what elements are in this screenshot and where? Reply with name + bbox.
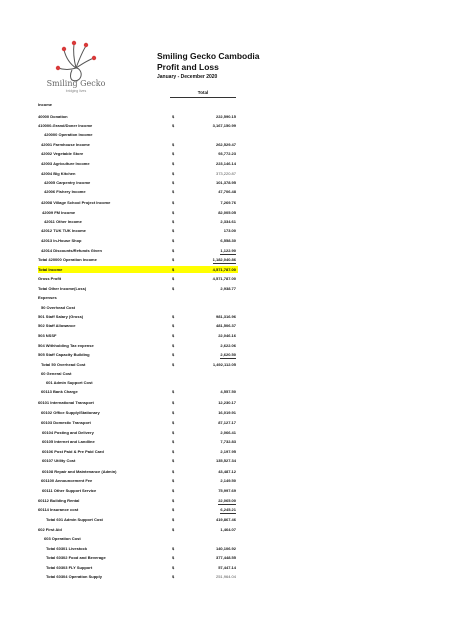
row-label: 60111 Other Support Service [42, 488, 97, 493]
currency-symbol: $ [172, 189, 175, 194]
row-label: 504 Withholding Tax expense [38, 343, 94, 348]
currency-symbol: $ [172, 142, 175, 147]
row-amount: 87,127.17 [218, 420, 236, 425]
row-amount: 140,106.92 [215, 546, 236, 551]
row-label: 42006 Fishery Income [44, 189, 86, 194]
table-row [38, 247, 238, 254]
table-row [38, 526, 238, 533]
total-column-header: Total [170, 90, 236, 98]
currency-symbol: $ [172, 517, 175, 522]
row-label: 60106 Post Paid & Pre Paid Card [42, 449, 104, 454]
table-row [38, 370, 238, 377]
row-label: Total 601 Admin Support Cost [46, 517, 103, 522]
row-amount: 75,997.69 [218, 488, 236, 493]
row-label: Total Income [38, 267, 63, 272]
company-name: Smiling Gecko Cambodia [157, 51, 260, 61]
currency-symbol: $ [172, 180, 175, 185]
row-label: 42001 Farmhouse Income [41, 142, 90, 147]
currency-symbol: $ [172, 228, 175, 233]
row-label: Total 60304 Operation Supply [46, 574, 102, 579]
row-label: 603 Operation Cost [44, 536, 81, 541]
row-label: 503 NSSF [38, 333, 57, 338]
table-row [38, 379, 238, 386]
currency-symbol: $ [172, 430, 175, 435]
currency-symbol: $ [172, 200, 175, 205]
report-title: Profit and Loss [157, 62, 219, 72]
table-row [38, 564, 238, 571]
table-row [38, 448, 238, 455]
currency-symbol: $ [172, 469, 175, 474]
row-label: Income [38, 102, 53, 107]
table-row [38, 487, 238, 494]
row-label: 42003 Agriculture Income [41, 161, 90, 166]
row-amount: 262,529.47 [215, 142, 236, 147]
currency-symbol: $ [172, 527, 175, 532]
table-row [38, 131, 238, 138]
table-row [38, 256, 238, 263]
row-amount: 57,447.14 [218, 565, 236, 570]
currency-symbol: $ [172, 400, 175, 405]
currency-symbol: $ [172, 123, 175, 128]
row-amount: 2,149.50 [220, 478, 236, 483]
table-row [38, 160, 238, 167]
row-label: Gross Profit [38, 276, 62, 281]
currency-symbol: $ [172, 420, 175, 425]
row-label: 502 Staff Allowance [38, 323, 76, 328]
row-amount: 981,316.96 [215, 314, 236, 319]
currency-symbol: $ [172, 488, 175, 493]
table-row [38, 170, 238, 177]
table-row [38, 438, 238, 445]
currency-symbol: $ [172, 257, 175, 262]
row-amount: 22,046.16 [218, 333, 236, 338]
currency-symbol: $ [172, 478, 175, 483]
row-label: 42008 Village School Project Income [41, 200, 111, 205]
row-label: 501 Staff Salary (Gross) [38, 314, 84, 319]
row-label: 60108 Repair and Maintenance (Admin) [42, 469, 117, 474]
row-amount: 2,334.61 [220, 219, 236, 224]
table-row [38, 419, 238, 426]
table-row [38, 285, 238, 292]
currency-symbol: $ [172, 323, 175, 328]
row-label: 42004 Big Kitchen [41, 171, 76, 176]
row-label: Expenses [38, 295, 57, 300]
table-row [38, 218, 238, 225]
table-row [38, 294, 238, 301]
logo-subtext: bridging lives [65, 89, 87, 93]
row-label: 601 Admin Support Cost [46, 380, 93, 385]
table-row [38, 429, 238, 436]
table-row [38, 468, 238, 475]
currency-symbol: $ [172, 362, 175, 367]
row-amount: 2,938.77 [220, 286, 236, 291]
row-amount: 4,571,787.00 [212, 267, 236, 272]
table-row [38, 388, 238, 395]
gecko-hand-icon [36, 38, 116, 94]
table-row [38, 516, 238, 523]
table-row [38, 573, 238, 580]
row-amount: 1,464.07 [220, 527, 236, 532]
currency-symbol: $ [172, 389, 175, 394]
row-label: 60104 Posting and Delivery [42, 430, 94, 435]
currency-symbol: $ [172, 458, 175, 463]
row-amount: 101,378.95 [215, 180, 236, 185]
currency-symbol: $ [172, 248, 175, 253]
row-label: 42005 Carpentry Income [44, 180, 91, 185]
currency-symbol: $ [172, 410, 175, 415]
table-row [38, 237, 238, 244]
currency-symbol: $ [172, 276, 175, 281]
row-label: 42013 In-House Shop [41, 238, 82, 243]
row-label: Total 60301 Livestock [46, 546, 88, 551]
currency-symbol: $ [172, 314, 175, 319]
row-label: 42002 Vegetable Store [41, 151, 84, 156]
row-label: 60107 Utility Cost [42, 458, 76, 463]
row-amount: 251,964.04 [215, 574, 236, 579]
currency-symbol: $ [172, 343, 175, 348]
row-label: 505 Staff Capacity Building [38, 352, 90, 357]
company-logo [36, 38, 116, 94]
table-row [38, 199, 238, 206]
currency-symbol: $ [172, 286, 175, 291]
table-row [38, 554, 238, 561]
table-row [38, 266, 238, 273]
table-row [38, 399, 238, 406]
row-label: 60112 Building Rental [38, 498, 80, 503]
table-row [38, 209, 238, 216]
row-amount: 16,019.91 [218, 410, 236, 415]
row-amount: 135,527.34 [215, 458, 236, 463]
logo-text: Smiling Gecko [46, 79, 106, 88]
row-amount: 173.00 [223, 228, 236, 233]
row-label: 42014 Discounts/Refunds Given [41, 248, 102, 253]
row-amount: 47,706.48 [218, 189, 236, 194]
row-label: 60103 Domestic Transport [41, 420, 91, 425]
table-row [38, 113, 238, 120]
row-amount: 2,620.50 [220, 352, 236, 357]
row-label: 602 First Aid [38, 527, 62, 532]
row-amount: 3,167,150.99 [212, 123, 236, 128]
row-amount: 2,622.06 [220, 343, 236, 348]
row-amount: 6,558.30 [220, 238, 236, 243]
table-row [38, 545, 238, 552]
table-row [38, 409, 238, 416]
currency-symbol: $ [172, 210, 175, 215]
row-label: 60102 Office Supply/Stationary [41, 410, 100, 415]
table-row [38, 101, 238, 108]
table-row [38, 313, 238, 320]
currency-symbol: $ [172, 114, 175, 119]
table-row [38, 535, 238, 542]
row-amount: 43,487.12 [218, 469, 236, 474]
currency-symbol: $ [172, 238, 175, 243]
report-period: January - December 2020 [157, 74, 218, 80]
row-amount: 1,492,112.05 [212, 362, 236, 367]
row-label: 60101 International Transport [38, 400, 94, 405]
table-row [38, 188, 238, 195]
row-label: Total 60302 Food and Beverage [46, 555, 106, 560]
table-row [38, 477, 238, 484]
row-amount: 4,557.50 [220, 389, 236, 394]
row-amount: 7,269.76 [220, 200, 236, 205]
row-label: 42012 TUK TUK Income [41, 228, 86, 233]
row-amount: 419,867.46 [215, 517, 236, 522]
currency-symbol: $ [172, 333, 175, 338]
row-amount: 2,197.95 [220, 449, 236, 454]
row-label: 410000-Grand/Doner Income [38, 123, 93, 128]
row-label: 42009 FM Income [42, 210, 76, 215]
row-amount: 377,448.55 [215, 555, 236, 560]
currency-symbol: $ [172, 352, 175, 357]
table-row [38, 332, 238, 339]
row-amount: 2,066.41 [220, 430, 236, 435]
row-label: 40000 Donation [38, 114, 68, 119]
table-row [38, 342, 238, 349]
row-amount: 12,230.17 [218, 400, 236, 405]
row-label: 50 Overhead Cost [41, 305, 76, 310]
row-amount: 222,590.15 [215, 114, 236, 119]
row-amount: 1,122.90 [220, 248, 236, 253]
row-label: 60113 Bank Charge [41, 389, 78, 394]
row-label: 420000 Operation Income [44, 132, 93, 137]
row-label: Total 60303 FLY Support [46, 565, 93, 570]
row-label: 60114 Insurance cost [38, 507, 79, 512]
table-row [38, 361, 238, 368]
table-row [38, 227, 238, 234]
row-amount: 481,506.37 [215, 323, 236, 328]
currency-symbol: $ [172, 219, 175, 224]
row-amount: 223,146.14 [215, 161, 236, 166]
currency-symbol: $ [172, 555, 175, 560]
table-row [38, 506, 238, 513]
row-label: 42011 Other Income [44, 219, 82, 224]
row-label: Total Other Income(Loss) [38, 286, 87, 291]
table-row [38, 351, 238, 358]
row-label: 60 General Cost [41, 371, 72, 376]
currency-symbol: $ [172, 574, 175, 579]
table-row [38, 497, 238, 504]
row-amount: 4,571,787.00 [212, 276, 236, 281]
table-row [38, 150, 238, 157]
row-label: Total 420000 Operation Income [38, 257, 97, 262]
row-amount: 1,182,040.86 [212, 257, 236, 262]
currency-symbol: $ [172, 498, 175, 503]
currency-symbol: $ [172, 507, 175, 512]
row-label: 601100 Announcement Fee [41, 478, 93, 483]
row-label: 60105 Internet and Landline [42, 439, 95, 444]
row-amount: 6,245.21 [220, 507, 236, 512]
currency-symbol: $ [172, 546, 175, 551]
table-row [38, 141, 238, 148]
row-amount: 93,772.23 [218, 151, 236, 156]
currency-symbol: $ [172, 439, 175, 444]
row-amount: 22,065.00 [218, 498, 236, 503]
table-row [38, 304, 238, 311]
currency-symbol: $ [172, 171, 175, 176]
table-row [38, 275, 238, 282]
row-amount: 7,732.83 [220, 439, 236, 444]
table-row [38, 457, 238, 464]
currency-symbol: $ [172, 565, 175, 570]
currency-symbol: $ [172, 267, 175, 272]
table-row [38, 122, 238, 129]
table-row [38, 322, 238, 329]
currency-symbol: $ [172, 161, 175, 166]
row-label: Total 50 Overhead Cost [41, 362, 86, 367]
row-amount: 373,220.87 [215, 171, 236, 176]
currency-symbol: $ [172, 151, 175, 156]
table-row [38, 179, 238, 186]
currency-symbol: $ [172, 449, 175, 454]
row-amount: 82,005.05 [218, 210, 236, 215]
